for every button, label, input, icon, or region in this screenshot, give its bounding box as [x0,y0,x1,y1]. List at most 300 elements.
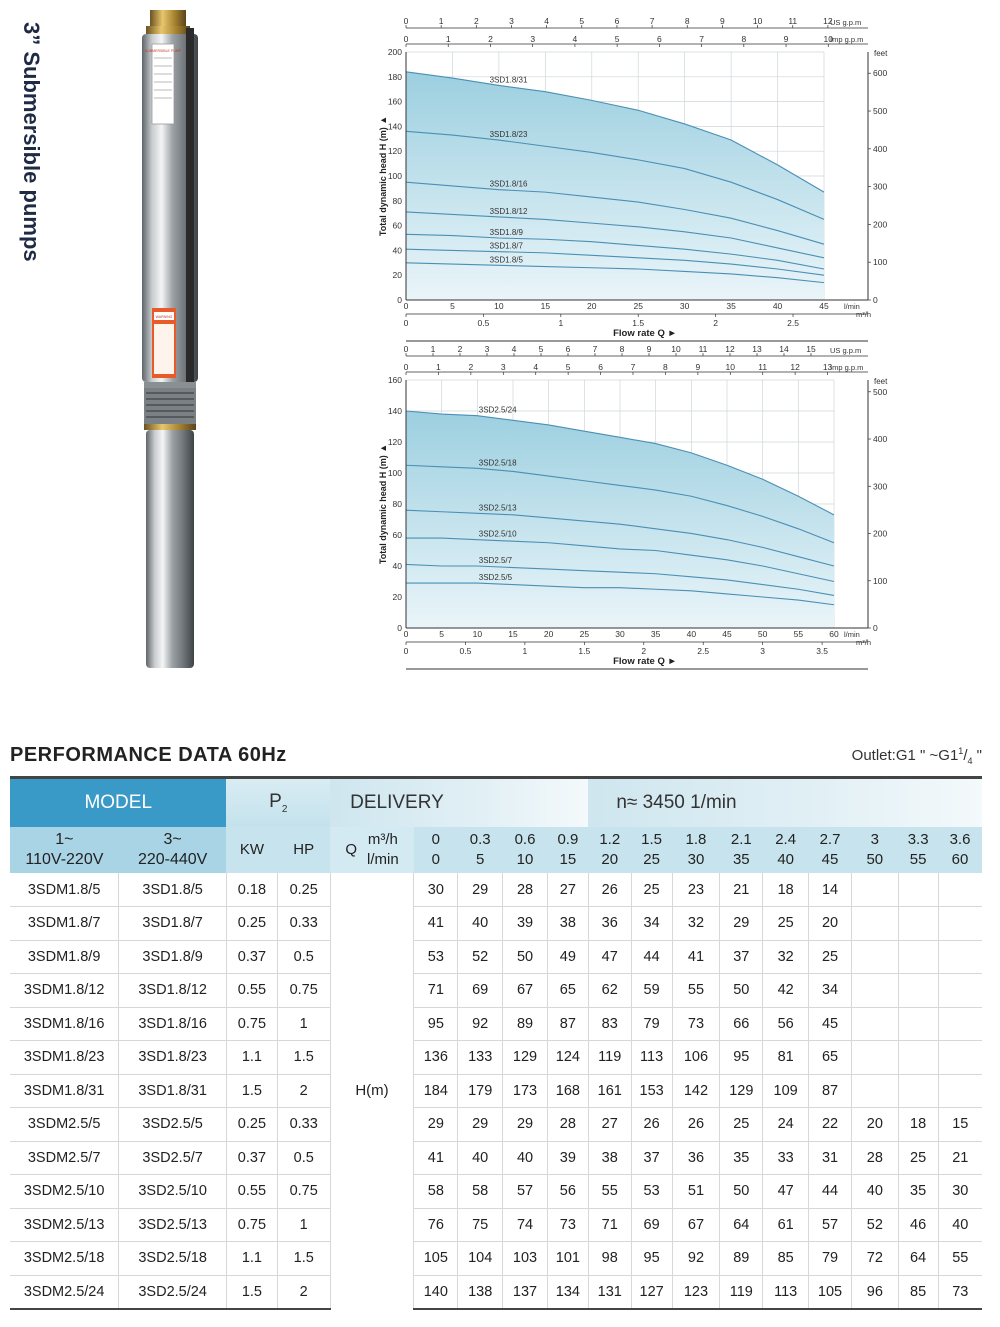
lmin-unit: l/min [844,302,860,311]
m3h-tick-label: 0 [403,646,409,656]
table-row [10,974,982,1008]
feet-tick-label: 200 [873,528,888,539]
m3h-unit: m³/h [856,310,871,319]
model-three-phase: 3SD1.8/12 [119,974,227,1008]
head-value: 92 [672,1242,720,1276]
head-value: 44 [631,940,672,974]
flow-column-header: 0 0 [414,827,458,873]
model-three-phase: 3SD2.5/18 [119,1242,227,1276]
flow-column-header: 1.8 30 [672,827,720,873]
head-value [851,873,898,907]
head-value: 127 [631,1275,672,1309]
y-tick-label: 100 [387,171,402,181]
us-gpm-tick-label: 3 [484,344,490,354]
hp-header: HP [277,827,330,873]
single-phase-header: 1~ 110V-220V [10,827,119,873]
y-tick-label: 160 [387,96,402,107]
head-value: 18 [898,1108,938,1142]
head-value: 79 [631,1007,672,1041]
performance-table-body [10,873,982,1309]
imp-gpm-tick-label: 3 [500,362,506,372]
model-three-phase: 3SD1.8/7 [119,907,227,941]
lmin-tick-label: 0 [403,629,409,639]
head-value: 153 [631,1074,672,1108]
model-single-phase: 3SDM2.5/5 [10,1108,119,1142]
head-value: 95 [414,1007,458,1041]
head-value: 83 [588,1007,631,1041]
head-value: 131 [588,1275,631,1309]
curve-area [406,72,824,300]
series-label: 3SD2.5/10 [478,529,517,539]
imp-gpm-tick-label: 4 [533,362,539,372]
head-value: 106 [672,1041,720,1075]
us-gpm-tick-label: 11 [698,344,708,354]
unit-header-row [10,827,982,873]
imp-gpm-tick-label: 1 [436,362,441,372]
performance-chart-2-5 [368,344,888,674]
us-gpm-tick-label: 8 [684,16,690,26]
head-value: 24 [763,1108,809,1142]
head-value: 74 [503,1208,548,1242]
imp-gpm-tick-label: 13 [822,362,833,372]
head-value: 39 [547,1141,588,1175]
x-axis-label: Flow rate Q ► [613,656,677,667]
model-single-phase: 3SDM2.5/24 [10,1275,119,1309]
us-gpm-tick-label: 7 [649,16,655,26]
head-value: 26 [631,1108,672,1142]
feet-tick-label: 200 [873,219,888,230]
p2-header: $P_2$ [226,779,330,827]
table-row [10,1175,982,1209]
us-gpm-tick-label: 4 [544,16,550,26]
head-value [851,974,898,1008]
imp-gpm-tick-label: 5 [614,34,620,44]
model-single-phase: 3SDM2.5/10 [10,1175,119,1209]
head-value [898,907,938,941]
imp-gpm-tick-label: 9 [695,362,701,372]
y-tick-label: 40 [392,245,402,256]
head-value: 25 [763,907,809,941]
head-value: 36 [588,907,631,941]
lmin-tick-label: 30 [679,301,690,311]
head-value: 168 [547,1074,588,1108]
lmin-tick-label: 20 [543,629,554,639]
head-value: 27 [588,1108,631,1142]
us-gpm-tick-label: 8 [619,344,625,354]
y-tick-label: 80 [392,499,402,509]
head-value: 113 [631,1041,672,1075]
head-value: 35 [898,1175,938,1209]
imp-gpm-tick-label: 12 [790,362,800,372]
lmin-tick-label: 10 [472,629,483,639]
us-gpm-unit: US g.p.m [830,346,862,355]
model-single-phase: 3SDM1.8/7 [10,907,119,941]
model-single-phase: 3SDM1.8/12 [10,974,119,1008]
m3h-tick-label: 2 [641,646,647,656]
head-value: 37 [720,940,763,974]
table-row [10,907,982,941]
head-value [938,1041,982,1075]
head-value: 73 [672,1007,720,1041]
y-tick-label: 20 [392,592,402,602]
power-hp: 0.5 [277,1141,330,1175]
power-kw: 0.37 [226,1141,277,1175]
imp-gpm-tick-label: 2 [468,362,474,372]
head-value [851,1007,898,1041]
us-gpm-tick-label: 11 [788,16,798,26]
head-value: 184 [414,1074,458,1108]
head-value [938,940,982,974]
head-value: 58 [414,1175,458,1209]
power-hp: 1 [277,1007,330,1041]
power-hp: 0.33 [277,1108,330,1142]
head-value: 73 [938,1275,982,1309]
us-gpm-tick-label: 12 [823,16,833,26]
head-unit-label: H(m) [330,873,414,1309]
head-value: 56 [547,1175,588,1209]
lmin-tick-label: 30 [615,629,625,639]
us-gpm-tick-label: 9 [720,16,725,26]
head-value [898,1074,938,1108]
m3h-tick-label: 0 [403,318,409,328]
head-value [898,1007,938,1041]
us-gpm-tick-label: 2 [473,16,479,26]
head-value: 44 [809,1175,852,1209]
power-kw: 0.37 [226,940,277,974]
head-value: 27 [547,873,588,907]
head-value: 109 [763,1074,809,1108]
series-label: 3SD2.5/24 [478,405,517,415]
power-hp: 0.75 [277,1175,330,1209]
y-tick-label: 200 [387,47,402,57]
m3h-tick-label: 1.5 [632,318,645,328]
head-value: 40 [458,907,503,941]
performance-table [10,779,982,1310]
model-three-phase: 3SD2.5/5 [119,1108,227,1142]
head-value: 36 [672,1141,720,1175]
head-value: 56 [763,1007,809,1041]
head-value: 40 [851,1175,898,1209]
model-single-phase: 3SDM1.8/9 [10,940,119,974]
head-value: 20 [809,907,852,941]
y-tick-label: 60 [392,530,402,540]
x-axis-label: Flow rate Q ► [613,328,677,339]
head-value: 33 [763,1141,809,1175]
head-value: 61 [763,1208,809,1242]
model-three-phase: 3SD1.8/23 [119,1041,227,1075]
lmin-tick-label: 40 [686,629,697,639]
head-value: 21 [938,1141,982,1175]
head-value: 76 [414,1208,458,1242]
lmin-tick-label: 35 [726,301,736,311]
head-value: 41 [414,1141,458,1175]
head-value [938,1007,982,1041]
m3h-tick-label: 1.5 [578,646,591,656]
performance-chart-1-8 [368,16,888,342]
us-gpm-tick-label: 3 [509,16,514,26]
speed-header: n≈ 3450 1/min [588,779,982,827]
table-row [10,1041,982,1075]
head-value [938,974,982,1008]
imp-gpm-tick-label: 4 [572,34,578,44]
head-value: 29 [414,1108,458,1142]
head-value: 39 [503,907,548,941]
head-value: 123 [672,1275,720,1309]
head-value [938,1074,982,1108]
head-value: 137 [503,1275,548,1309]
power-hp: 1.5 [277,1242,330,1276]
head-value: 41 [414,907,458,941]
us-gpm-tick-label: 9 [646,344,652,354]
nameplate-text: SUBMERSIBLE PUMP [145,49,181,53]
power-hp: 0.75 [277,974,330,1008]
head-value [898,873,938,907]
head-value: 66 [720,1007,763,1041]
head-value: 50 [503,940,548,974]
head-value: 113 [763,1275,809,1309]
power-kw: 0.55 [226,974,277,1008]
us-gpm-tick-label: 7 [592,344,598,354]
head-value: 69 [631,1208,672,1242]
kw-header: KW [226,827,277,873]
head-value: 119 [720,1275,763,1309]
head-value: 35 [720,1141,763,1175]
head-value [938,873,982,907]
head-value: 28 [503,873,548,907]
lmin-tick-label: 20 [587,301,597,311]
us-gpm-tick-label: 12 [725,344,735,354]
head-value: 85 [763,1242,809,1276]
lmin-tick-label: 40 [772,301,783,311]
nameplate [152,44,174,124]
power-kw: 1.1 [226,1242,277,1276]
head-value: 65 [809,1041,852,1075]
y-tick-label: 120 [387,146,402,157]
head-value: 42 [763,974,809,1008]
imp-gpm-tick-label: 5 [565,362,571,372]
model-single-phase: 3SDM1.8/5 [10,873,119,907]
lmin-tick-label: 10 [494,301,504,311]
y-tick-label: 0 [397,623,402,633]
model-single-phase: 3SDM2.5/7 [10,1141,119,1175]
lmin-tick-label: 15 [540,301,551,311]
imp-gpm-tick-label: 8 [663,362,668,372]
series-label: 3SD1.8/9 [489,228,523,237]
series-label: 3SD2.5/18 [478,458,517,468]
power-hp: 2 [277,1275,330,1309]
imp-gpm-unit: Imp g.p.m [830,363,864,372]
lmin-tick-label: 25 [579,629,590,639]
head-value: 25 [898,1141,938,1175]
head-value: 65 [547,974,588,1008]
us-gpm-tick-label: 6 [565,344,571,354]
head-value: 69 [458,974,503,1008]
series-label: 3SD1.8/7 [489,241,523,251]
table-row [10,1242,982,1276]
outlet-size: Outlet:G1 " $\sim G1^1/_4$ " [851,746,982,766]
head-value: 55 [938,1242,982,1276]
feet-tick-label: 400 [873,434,888,445]
lmin-tick-label: 60 [829,629,839,639]
head-value: 26 [588,873,631,907]
series-label: 3SD1.8/16 [489,179,528,189]
imp-gpm-tick-label: 6 [656,34,662,44]
head-value [851,940,898,974]
imp-gpm-tick-label: 8 [741,34,747,44]
head-value: 64 [898,1242,938,1276]
us-gpm-tick-label: 10 [752,16,763,26]
head-value [898,940,938,974]
y-tick-label: 0 [397,295,402,305]
head-value: 138 [458,1275,503,1309]
flow-column-header: 2.1 35 [720,827,763,873]
imp-gpm-tick-label: 11 [758,362,768,372]
head-value [898,1041,938,1075]
flow-column-header: 2.4 40 [763,827,809,873]
lmin-tick-label: 45 [722,629,732,639]
feet-tick-label: 100 [873,575,888,586]
head-value: 49 [547,940,588,974]
us-gpm-tick-label: 1 [438,16,444,26]
head-value: 21 [720,873,763,907]
power-kw: 0.75 [226,1007,277,1041]
head-value: 30 [414,873,458,907]
y-tick-label: 100 [387,468,402,478]
m3h-tick-label: 3 [760,646,766,656]
head-value: 50 [720,974,763,1008]
head-value: 29 [503,1108,548,1142]
delivery-header: DELIVERY [330,779,588,827]
feet-unit: feet [874,49,888,58]
outlet-fitting [150,10,186,28]
model-single-phase: 3SDM2.5/18 [10,1242,119,1276]
head-value: 50 [720,1175,763,1209]
us-gpm-tick-label: 15 [806,344,816,354]
m3h-tick-label: 1 [522,646,528,656]
flow-column-header: 3 50 [851,827,898,873]
y-tick-label: 140 [387,121,402,132]
table-row [10,1074,982,1108]
head-value: 103 [503,1242,548,1276]
us-gpm-tick-label: 4 [511,344,517,354]
flow-column-header: 1.5 25 [631,827,672,873]
lmin-tick-label: 5 [450,301,455,311]
model-three-phase: 3SD2.5/24 [119,1275,227,1309]
pump-illustration [138,8,212,670]
head-value: 81 [763,1041,809,1075]
head-value: 52 [458,940,503,974]
head-value: 57 [503,1175,548,1209]
head-value: 47 [763,1175,809,1209]
power-kw: 1.5 [226,1275,277,1309]
head-value: 129 [503,1041,548,1075]
q-header: Q m³/h l/min [330,827,414,873]
feet-tick-label: 600 [873,68,888,79]
head-value: 119 [588,1041,631,1075]
series-label: 3SD1.8/31 [489,75,528,85]
head-value: 67 [503,974,548,1008]
head-value: 67 [672,1208,720,1242]
model-single-phase: 3SDM1.8/23 [10,1041,119,1075]
table-row [10,1007,982,1041]
head-value: 32 [672,907,720,941]
head-value: 75 [458,1208,503,1242]
power-hp: 0.33 [277,907,330,941]
flow-column-header: 0.9 15 [547,827,588,873]
head-value: 40 [938,1208,982,1242]
head-value: 52 [851,1208,898,1242]
head-value: 87 [547,1007,588,1041]
m3h-tick-label: 0.5 [477,318,490,328]
head-value: 29 [720,907,763,941]
power-kw: 0.75 [226,1208,277,1242]
imp-gpm-tick-label: 0 [403,34,409,44]
imp-gpm-tick-label: 7 [699,34,704,44]
imp-gpm-tick-label: 10 [725,362,736,372]
lmin-tick-label: 50 [757,629,768,639]
head-value: 58 [458,1175,503,1209]
head-value: 53 [414,940,458,974]
power-kw: 0.25 [226,1108,277,1142]
head-value: 124 [547,1041,588,1075]
us-gpm-tick-label: 0 [403,344,409,354]
us-gpm-unit: US g.p.m [830,18,862,27]
m3h-tick-label: 2.5 [787,318,799,328]
head-value: 71 [588,1208,631,1242]
table-row [10,873,982,907]
head-value: 31 [809,1141,852,1175]
m3h-tick-label: 3.5 [816,646,829,656]
head-value: 59 [631,974,672,1008]
head-value: 32 [763,940,809,974]
model-three-phase: 3SD1.8/5 [119,873,227,907]
head-value: 25 [720,1108,763,1142]
imp-gpm-tick-label: 3 [530,34,536,44]
feet-unit: feet [874,377,888,386]
lmin-tick-label: 55 [793,629,804,639]
head-value [898,974,938,1008]
head-value: 46 [898,1208,938,1242]
series-label: 3SD1.8/5 [489,255,523,265]
lmin-tick-label: 25 [633,301,643,311]
m3h-tick-label: 2.5 [697,646,710,656]
y-tick-label: 180 [387,71,402,82]
model-three-phase: 3SD1.8/9 [119,940,227,974]
series-label: 3SD1.8/12 [489,206,528,216]
head-value: 28 [547,1108,588,1142]
head-value: 25 [809,940,852,974]
feet-tick-label: 0 [873,295,878,305]
head-value: 15 [938,1108,982,1142]
y-tick-label: 160 [387,375,402,385]
table-row [10,1275,982,1309]
head-value: 161 [588,1074,631,1108]
power-hp: 0.25 [277,873,330,907]
power-hp: 2 [277,1074,330,1108]
side-title [12,22,52,292]
lmin-tick-label: 5 [439,629,445,639]
head-value: 133 [458,1041,503,1075]
head-value [851,1041,898,1075]
head-value: 140 [414,1275,458,1309]
head-value: 30 [938,1175,982,1209]
model-three-phase: 3SD1.8/31 [119,1074,227,1108]
head-value: 104 [458,1242,503,1276]
head-value: 40 [458,1141,503,1175]
head-value: 134 [547,1275,588,1309]
feet-tick-label: 0 [873,623,878,633]
power-kw: 0.25 [226,907,277,941]
